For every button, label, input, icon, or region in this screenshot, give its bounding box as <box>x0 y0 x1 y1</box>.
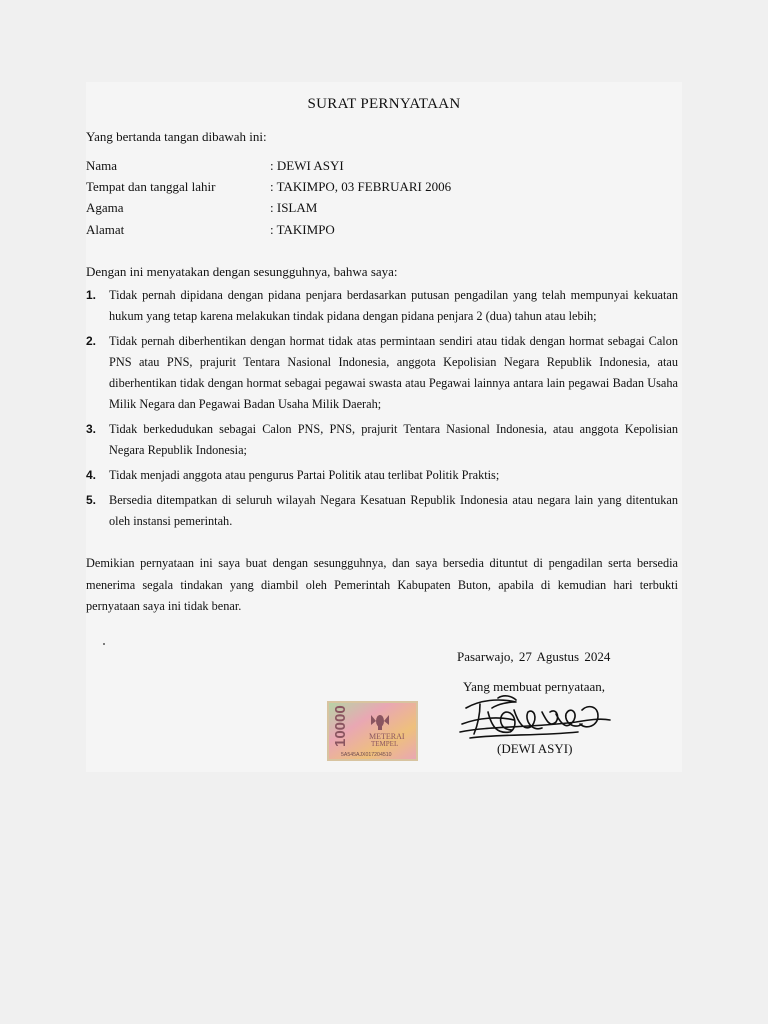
statement-number: 1. <box>86 288 97 302</box>
duty-stamp <box>327 701 418 761</box>
svg-text:10000: 10000 <box>332 705 349 747</box>
statement-text: Tidak pernah dipidana dengan pidana penjara berdasarkan putusan pengadilan yang telah mempunyai kekuatan hukum yang tetap karena melakukan tindak pidana dengan pidana penjara 2 (dua) tahun atau lebih; <box>109 288 678 323</box>
maker-label: Yang membuat pernyataan, <box>463 679 606 694</box>
statement-text: Tidak pernah diberhentikan dengan hormat tidak atas permintaan sendiri atau tidak dengan hormat sebagai Calon PNS atau PNS, prajurit Tentara Nasional Indonesia, anggota Kepolisian Negara Republik Indonesia, atau diberhentikan tidak dengan hormat sebagai pegawai swasta atau Pegawai lainnya antara lain pegawai Badan Usaha Milik Negara dan Pegawai Badan Usaha Milik Daerah; <box>109 334 678 411</box>
intro-text: Yang bertanda tangan dibawah ini: <box>86 129 267 144</box>
statement-item <box>86 331 678 415</box>
statement-item <box>86 490 678 532</box>
statement-number: 5. <box>86 493 97 507</box>
field-label-birth: Tempat dan tanggal lahir <box>86 179 216 194</box>
field-value-birth: : TAKIMPO, 03 FEBRUARI 2006 <box>270 179 452 194</box>
field-label-religion: Agama <box>86 200 124 215</box>
field-label-address: Alamat <box>86 222 125 237</box>
field-label-name: Nama <box>86 158 118 173</box>
statement-text: Bersedia ditempatkan di seluruh wilayah Negara Kesatuan Republik Indonesia atau negara lain yang ditentukan oleh instansi pemerintah. <box>109 493 678 528</box>
statement-item <box>86 419 678 461</box>
handwritten-signature <box>458 690 616 746</box>
statement-intro: Dengan ini menyatakan dengan sesungguhnya, bahwa saya: <box>86 264 398 279</box>
field-value-religion: : ISLAM <box>270 200 318 215</box>
statement-item <box>86 465 678 486</box>
statement-number: 4. <box>86 468 97 482</box>
stamp-serial: 5A545AJX017204510 <box>341 752 392 758</box>
statement-number: 3. <box>86 422 97 436</box>
statement-list <box>86 285 678 536</box>
closing-paragraph: Demikian pernyataan ini saya buat dengan sesungguhnya, dan saya bersedia dituntut di pengadilan serta bersedia menerima segala tindakan yang diambil oleh Pemerintah Kabupaten Buton, apabila di kemudian hari terbukti pernyataan saya ini tidak benar. <box>86 556 678 613</box>
stray-dot <box>103 643 105 645</box>
field-value-address: : TAKIMPO <box>270 222 335 237</box>
signer-name: (DEWI ASYI) <box>497 741 573 756</box>
stamp-label-1: METERAI <box>369 732 405 741</box>
document-title: SURAT PERNYATAAN <box>307 96 461 112</box>
field-value-name: : DEWI ASYI <box>270 158 344 173</box>
stamp-label-2: TEMPEL <box>371 740 399 748</box>
place-date: Pasarwajo, 27 Agustus 2024 <box>457 649 611 664</box>
stamp-value-text <box>332 705 349 747</box>
statement-text: Tidak berkedudukan sebagai Calon PNS, PNS, prajurit Tentara Nasional Indonesia, atau anggota Kepolisian Negara Republik Indonesia; <box>109 422 678 457</box>
statement-text: Tidak menjadi anggota atau pengurus Partai Politik atau terlibat Politik Praktis; <box>109 468 500 482</box>
statement-item <box>86 285 678 327</box>
statement-number: 2. <box>86 334 97 348</box>
